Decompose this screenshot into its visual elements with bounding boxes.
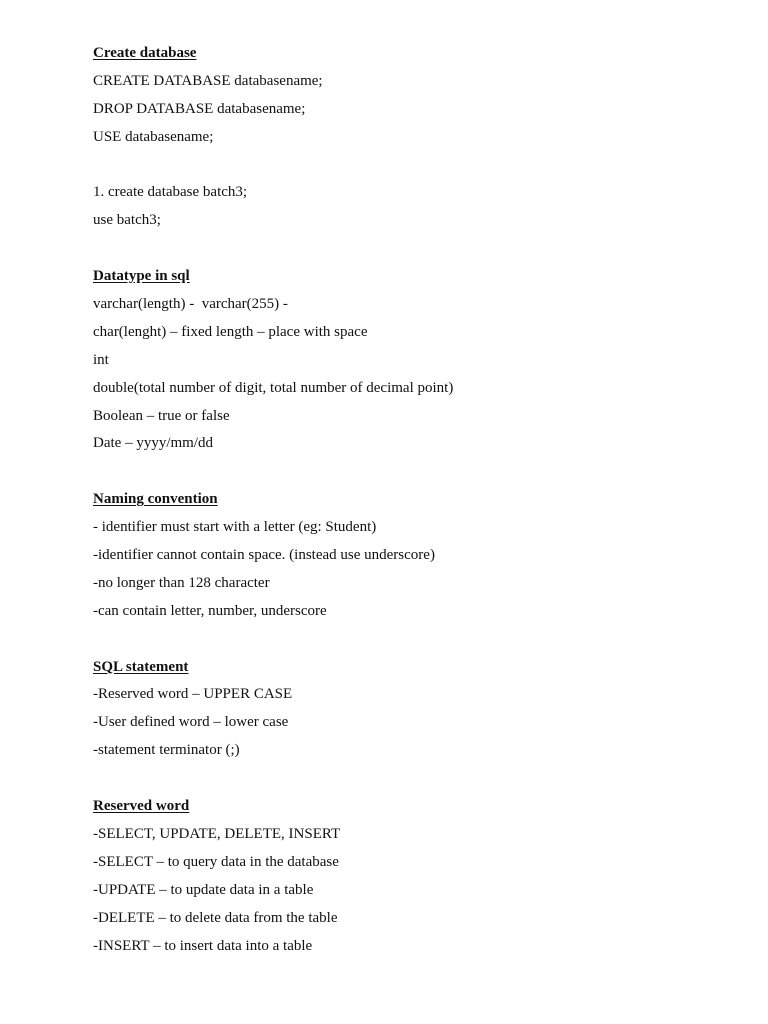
section-datatype [93, 263, 733, 458]
section-sql-statement [93, 654, 733, 766]
text-line: -DELETE – to delete data from the table [93, 909, 338, 926]
text-line: -SELECT, UPDATE, DELETE, INSERT [93, 825, 341, 842]
text-line: -can contain letter, number, underscore [93, 602, 327, 619]
blank-line [93, 458, 733, 486]
text-line: char(lenght) – fixed length – place with space [93, 323, 368, 340]
text-line: -INSERT – to insert data into a table [93, 937, 313, 954]
text-line: Date – yyyy/mm/dd [93, 435, 213, 452]
text-line: varchar(length) - varchar(255) - [93, 296, 288, 313]
text-line: -SELECT – to query data in the database [93, 853, 339, 870]
section-create-database [93, 40, 733, 152]
blank-line [93, 235, 733, 263]
section-reserved-word [93, 793, 733, 960]
text-line: - identifier must start with a letter (eg: Student) [93, 519, 377, 536]
section-example [93, 179, 733, 235]
section-heading: SQL statement [93, 658, 189, 675]
section-heading: Create database [93, 45, 197, 61]
text-line: -Reserved word – UPPER CASE [93, 686, 293, 703]
text-line: double(total number of digit, total number of decimal point) [93, 379, 454, 396]
text-line: use batch3; [93, 212, 161, 229]
blank-line [93, 152, 733, 180]
document-page [93, 40, 733, 960]
text-line: Boolean – true or false [93, 407, 230, 424]
text-line: 1. create database batch3; [93, 184, 248, 201]
blank-line [93, 626, 733, 654]
text-line: DROP DATABASE databasename; [93, 100, 306, 117]
text-line: -UPDATE – to update data in a table [93, 881, 314, 898]
text-line: USE databasename; [93, 128, 214, 145]
text-line: -User defined word – lower case [93, 714, 289, 731]
section-heading: Reserved word [93, 798, 190, 815]
text-line: -no longer than 128 character [93, 574, 270, 591]
text-line: -identifier cannot contain space. (instead use underscore) [93, 547, 435, 564]
section-heading: Naming convention [93, 491, 218, 508]
text-line: -statement terminator (;) [93, 742, 240, 759]
section-heading: Datatype in sql [93, 268, 190, 285]
text-line: CREATE DATABASE databasename; [93, 72, 323, 89]
text-line: int [93, 351, 109, 368]
section-naming-convention [93, 486, 733, 625]
blank-line [93, 765, 733, 793]
